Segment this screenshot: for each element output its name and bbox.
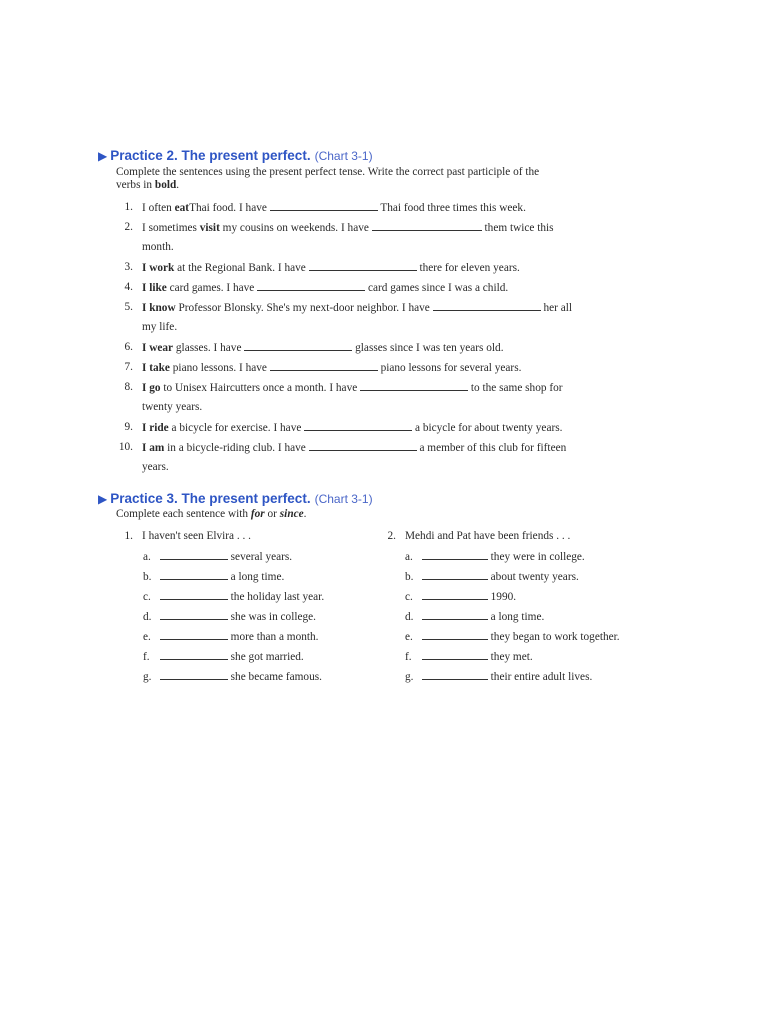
practice-3-col2-item-g: g. their entire adult lives.	[405, 671, 593, 683]
answer-blank[interactable]	[244, 341, 352, 351]
practice-3-chart-ref: (Chart 3-1)	[314, 492, 373, 506]
arrow-icon: ▶	[98, 492, 108, 506]
arrow-icon: ▶	[98, 149, 108, 163]
answer-blank[interactable]	[422, 630, 488, 640]
answer-blank[interactable]	[309, 441, 417, 451]
answer-blank[interactable]	[422, 570, 488, 580]
practice-3-col2-item-f: f. they met.	[405, 651, 533, 663]
answer-blank[interactable]	[372, 221, 482, 231]
practice-2-heading	[98, 148, 373, 163]
practice-2-item-10: I am in a bicycle-riding club. I have a member of this club for fifteen	[142, 442, 567, 454]
answer-blank[interactable]	[160, 610, 228, 620]
answer-blank[interactable]	[422, 650, 488, 660]
practice-3-col1-item-g: g. she became famous.	[143, 671, 322, 683]
answer-blank[interactable]	[422, 670, 488, 680]
item-number: 10.	[118, 441, 133, 453]
item-number: 9.	[124, 421, 133, 433]
practice-2-chart-ref: (Chart 3-1)	[314, 149, 373, 163]
practice-2-item-4: I like card games. I have card games since I was a child.	[142, 282, 509, 294]
item-number: 1.	[124, 201, 133, 213]
practice-2-instructions-line-1: Complete the sentences using the present perfect tense. Write the correct past participle of the	[116, 166, 540, 178]
practice-3-stem-1: I haven't seen Elvira . . .	[142, 530, 252, 542]
answer-blank[interactable]	[422, 610, 488, 620]
practice-3-stem-2: Mehdi and Pat have been friends . . .	[405, 530, 571, 542]
answer-blank[interactable]	[309, 261, 417, 271]
practice-3-col1-item-d: d. she was in college.	[143, 611, 316, 623]
item-number: 6.	[124, 341, 133, 353]
answer-blank[interactable]	[160, 630, 228, 640]
practice-3-heading	[98, 491, 373, 506]
answer-blank[interactable]	[422, 550, 488, 560]
answer-blank[interactable]	[160, 590, 228, 600]
answer-blank[interactable]	[160, 570, 228, 580]
item-number: 3.	[124, 261, 133, 273]
item-number: 2.	[124, 221, 133, 233]
practice-2-item-2-continued: month.	[142, 241, 174, 253]
practice-2-item-3: I work at the Regional Bank. I have there for eleven years.	[142, 262, 520, 274]
item-number: 4.	[124, 281, 133, 293]
practice-3-col1-item-a: a. several years.	[143, 551, 293, 563]
item-number: 5.	[124, 301, 133, 313]
answer-blank[interactable]	[360, 381, 468, 391]
practice-3-col1-item-b: b. a long time.	[143, 571, 285, 583]
practice-2-item-1: I often eatThai food. I have Thai food three times this week.	[142, 202, 526, 214]
practice-3-title: Practice 3. The present perfect.	[110, 491, 311, 506]
answer-blank[interactable]	[270, 361, 378, 371]
practice-3-col2-item-b: b. about twenty years.	[405, 571, 579, 583]
item-number: 2.	[387, 530, 396, 542]
practice-2-title: Practice 2. The present perfect.	[110, 148, 311, 163]
answer-blank[interactable]	[433, 301, 541, 311]
practice-2-item-10-continued: years.	[142, 461, 169, 473]
answer-blank[interactable]	[422, 590, 488, 600]
practice-2-item-8: I go to Unisex Haircutters once a month. I have to the same shop for	[142, 382, 563, 394]
practice-3-col1-item-e: e. more than a month.	[143, 631, 319, 643]
practice-2-item-5-continued: my life.	[142, 321, 178, 333]
answer-blank[interactable]	[257, 281, 365, 291]
practice-2-item-8-continued: twenty years.	[142, 401, 203, 413]
practice-2-item-5: I know Professor Blonsky. She's my next-door neighbor. I have her all	[142, 302, 573, 314]
practice-3-col2-item-c: c. 1990.	[405, 591, 517, 603]
item-number: 7.	[124, 361, 133, 373]
practice-3-col2-item-a: a. they were in college.	[405, 551, 585, 563]
practice-3-instructions: Complete each sentence with for or since.	[116, 508, 307, 520]
item-number: 1.	[124, 530, 133, 542]
practice-3-col2-item-e: e. they began to work together.	[405, 631, 620, 643]
answer-blank[interactable]	[270, 201, 378, 211]
answer-blank[interactable]	[304, 421, 412, 431]
practice-3-col2-item-d: d. a long time.	[405, 611, 545, 623]
practice-2-item-7: I take piano lessons. I have piano lessons for several years.	[142, 362, 522, 374]
practice-3-col1-item-c: c. the holiday last year.	[143, 591, 325, 603]
item-number: 8.	[124, 381, 133, 393]
practice-3-col1-item-f: f. she got married.	[143, 651, 304, 663]
answer-blank[interactable]	[160, 550, 228, 560]
practice-2-item-9: I ride a bicycle for exercise. I have a bicycle for about twenty years.	[142, 422, 563, 434]
practice-2-item-2: I sometimes visit my cousins on weekends. I have them twice this	[142, 222, 554, 234]
practice-2-item-6: I wear glasses. I have glasses since I was ten years old.	[142, 342, 504, 354]
answer-blank[interactable]	[160, 670, 228, 680]
practice-2-instructions-line-2: verbs in bold.	[116, 179, 180, 191]
answer-blank[interactable]	[160, 650, 228, 660]
